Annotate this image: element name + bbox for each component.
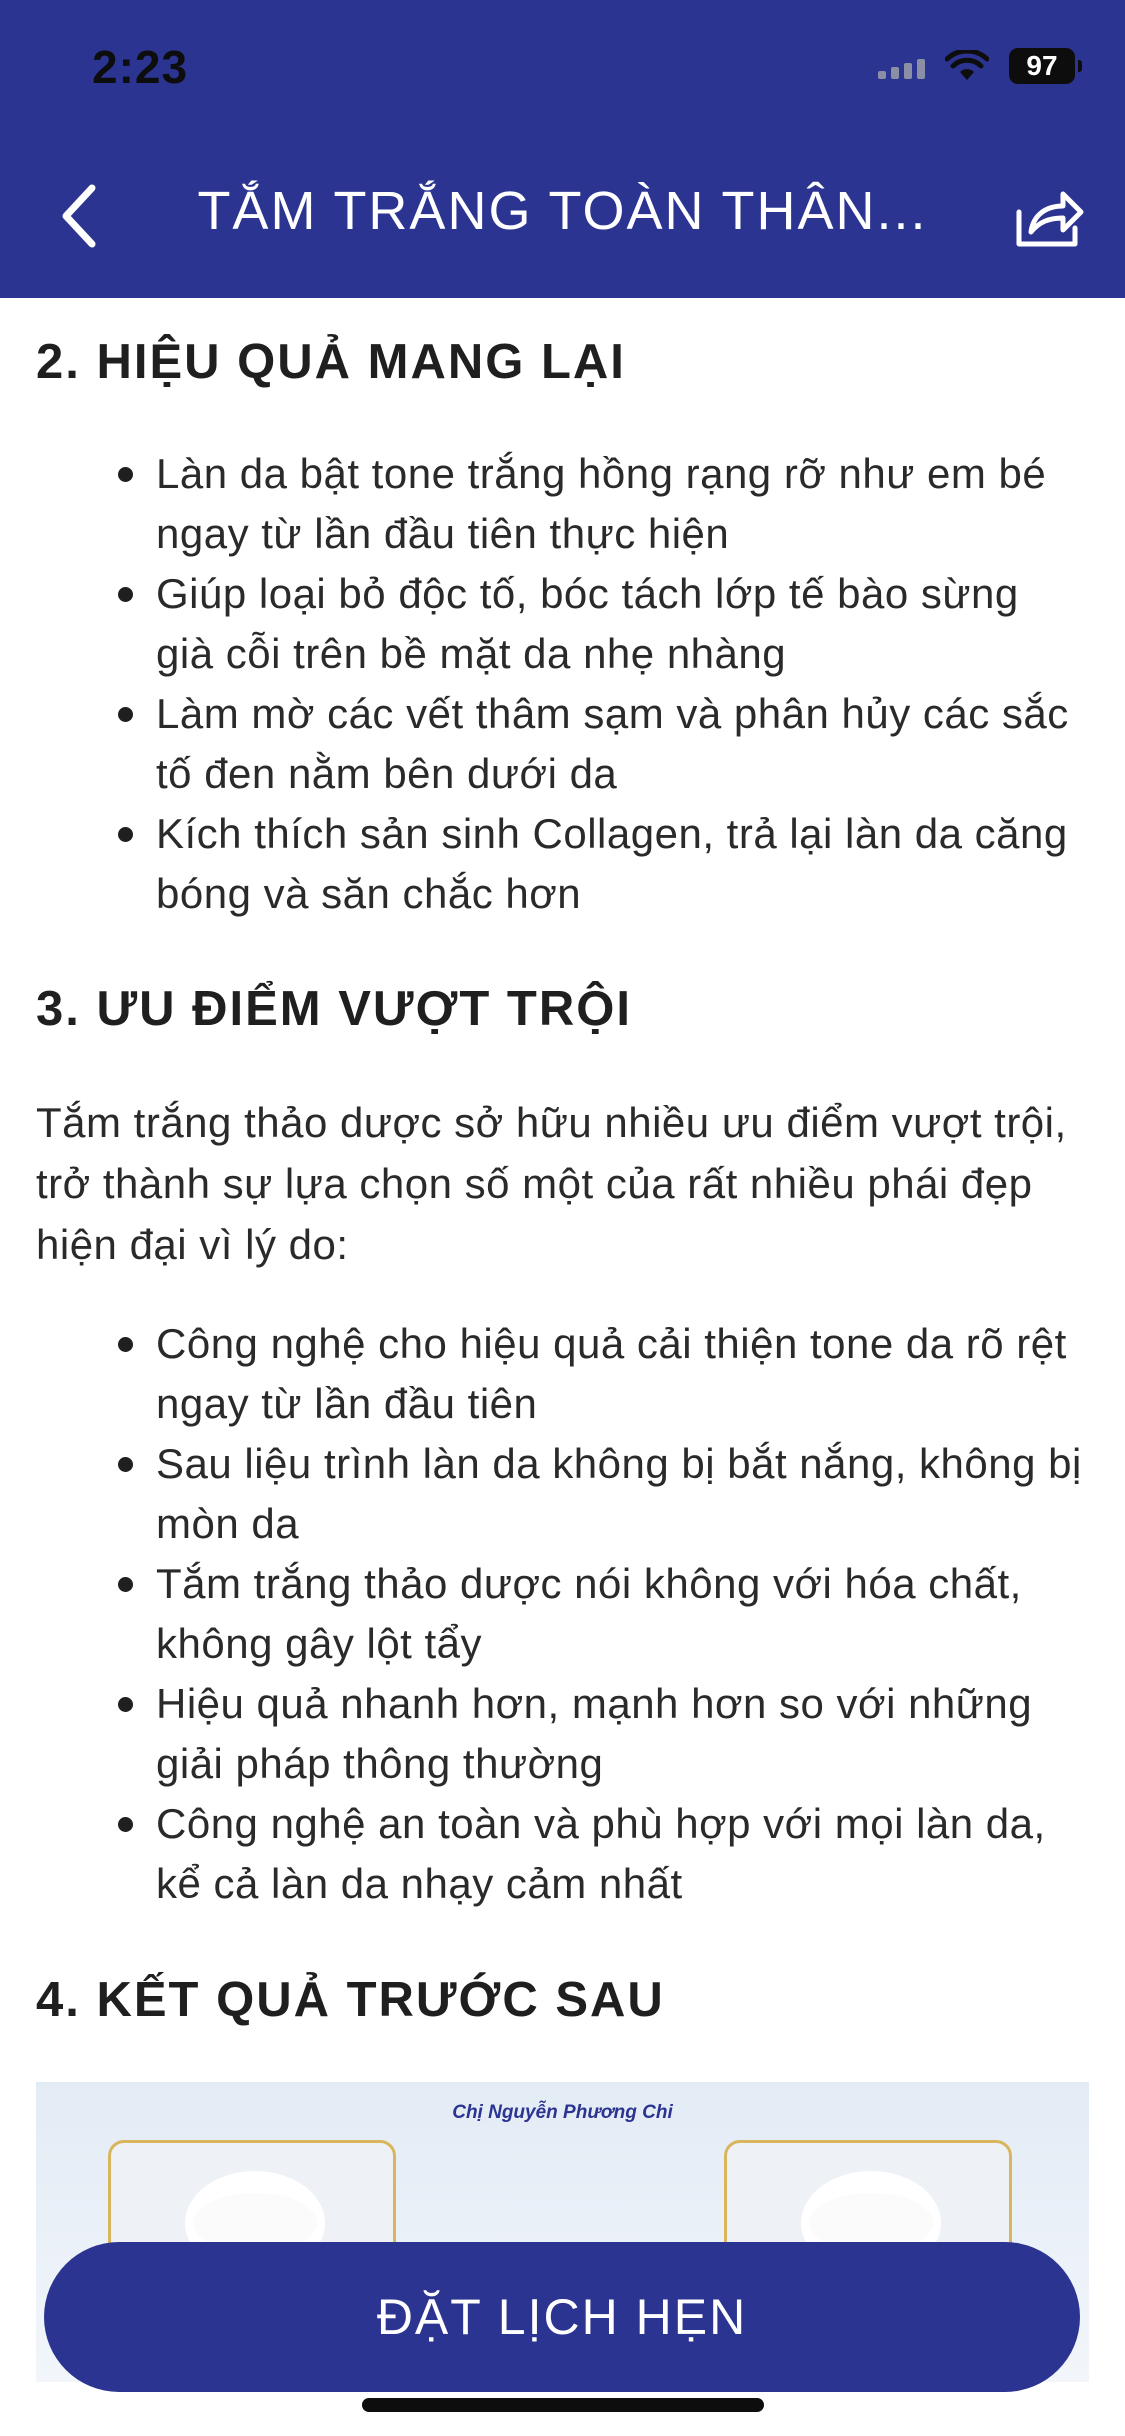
list-item: Kích thích sản sinh Collagen, trả lại làn da căng bóng và săn chắc hơn: [0, 804, 1125, 924]
header-bar: [0, 0, 1125, 298]
list-item: Giúp loại bỏ độc tố, bóc tách lớp tế bào sừng già cỗi trên bề mặt da nhẹ nhàng: [0, 564, 1125, 684]
list-item: Công nghệ cho hiệu quả cải thiện tone da rõ rệt ngay từ lần đầu tiên: [0, 1314, 1125, 1434]
chevron-left-icon: [52, 178, 112, 254]
home-indicator[interactable]: [362, 2398, 764, 2412]
section-heading-advantages: 3. ƯU ĐIỂM VƯỢT TRỘI: [36, 982, 632, 1036]
advantages-list: [0, 1314, 1125, 1914]
list-item: Hiệu quả nhanh hơn, mạnh hơn so với những giải pháp thông thường: [0, 1674, 1125, 1794]
book-appointment-button[interactable]: ĐẶT LỊCH HẸN: [44, 2242, 1080, 2392]
advantages-intro: Tắm trắng thảo dược sở hữu nhiều ưu điểm vượt trội, trở thành sự lựa chọn số một của rất nhiều phái đẹp hiện đại vì lý do:: [36, 1099, 1067, 1268]
status-icons: [878, 48, 1075, 84]
list-item: Sau liệu trình làn da không bị bắt nắng, không bị mòn da: [0, 1434, 1125, 1554]
status-time: 2:23: [92, 41, 189, 93]
back-button[interactable]: [52, 178, 112, 254]
section-heading-effects: 2. HIỆU QUẢ MANG LẠI: [36, 335, 626, 389]
list-item: Làm mờ các vết thâm sạm và phân hủy các sắc tố đen nằm bên dưới da: [0, 684, 1125, 804]
battery-icon: 97: [1009, 48, 1075, 84]
list-item: Tắm trắng thảo dược nói không với hóa chất, không gây lột tẩy: [0, 1554, 1125, 1674]
share-button[interactable]: [1013, 184, 1085, 250]
page-title: TẮM TRẮNG TOÀN THÂN...: [197, 181, 928, 241]
wifi-icon: [945, 50, 989, 82]
effects-list: [0, 444, 1125, 924]
list-item: Công nghệ an toàn và phù hợp với mọi làn da, kể cả làn da nhạy cảm nhất: [0, 1794, 1125, 1914]
share-icon: [1013, 184, 1085, 250]
cellular-signal-icon: [878, 53, 925, 79]
list-item: Làn da bật tone trắng hồng rạng rỡ như em bé ngay từ lần đầu tiên thực hiện: [0, 444, 1125, 564]
section-heading-results: 4. KẾT QUẢ TRƯỚC SAU: [36, 1973, 665, 2027]
image-caption: Chị Nguyễn Phương Chi: [452, 2102, 673, 2123]
